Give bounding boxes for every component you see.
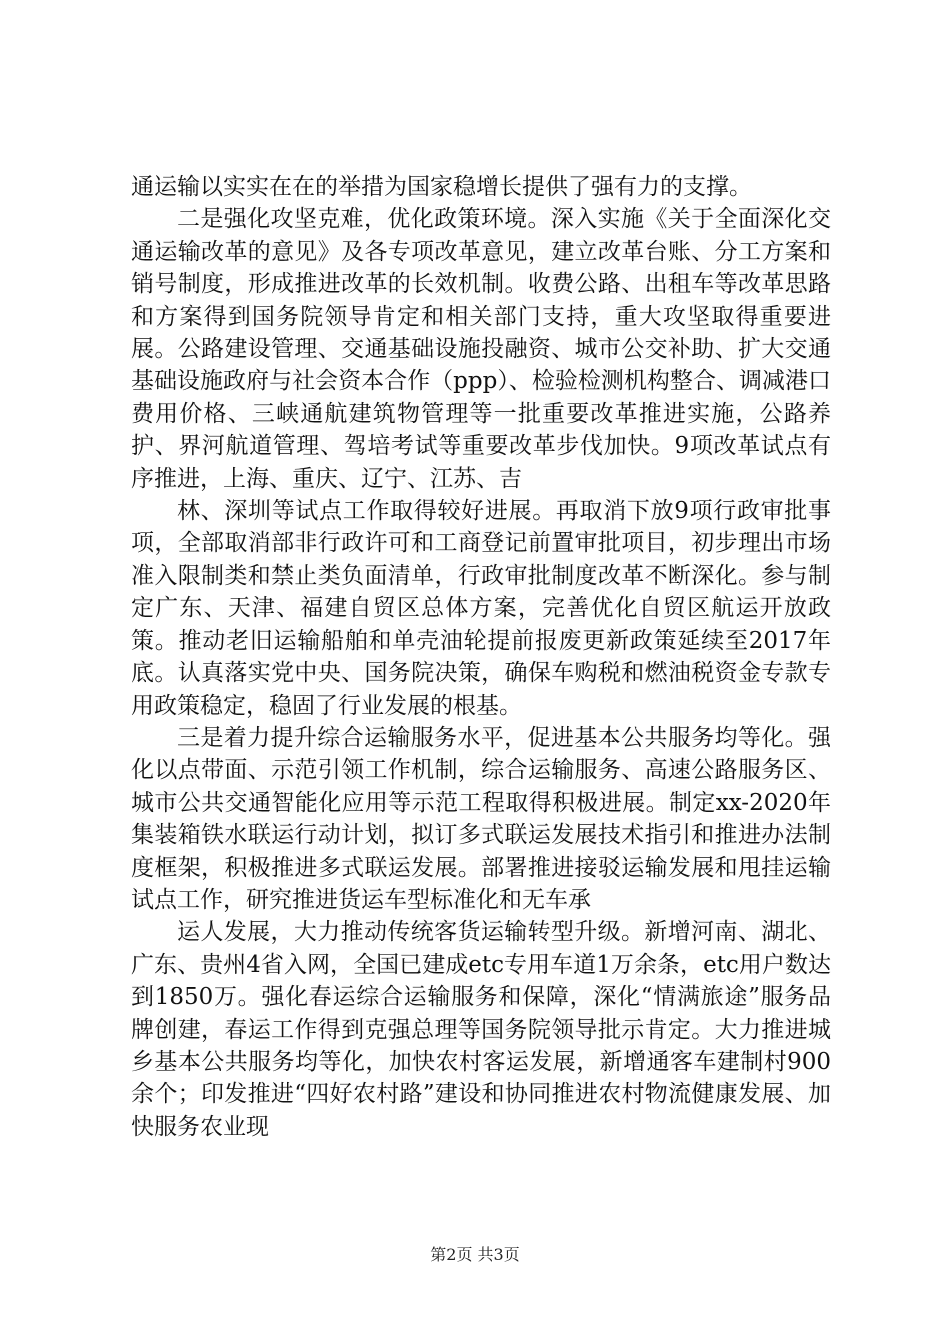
paragraph-pilot-progress: 林、深圳等试点工作取得较好进展。再取消下放9项行政审批事项，全部取消部非行政许可和工商登记前置审批项目，初步理出市场准入限制类和禁止类负面清单，行政审批制度改革不断深化。参与制定广东、天津、福建自贸区总体方案，完善优化自贸区航运开放政策。推动老旧运输船舶和单壳油轮提前报废更新政策延续至2017年底。认真落实党中央、国务院决策，确保车购税和燃油税资金专款专用政策稳定，稳固了行业发展的根基。	[131, 498, 831, 719]
paragraph-passenger-freight: 运人发展，大力推动传统客货运输转型升级。新增河南、湖北、广东、贵州4省入网，全国已建成etc专用车道1万余条，etc用户数达到1850万。强化春运综合运输服务和保障，深化“情满旅途”服务品牌创建，春运工作得到克强总理等国务院领导批示肯定。大力推进城乡基本公共服务均等化，加快农村客运发展，新增通客车建制村900余个；印发推进“四好农村路”建设和协同推进农村物流健康发展、加快服务农业现	[131, 919, 831, 1140]
paragraph-continuation: 通运输以实实在在的举措为国家稳增长提供了强有力的支撑。	[131, 174, 752, 200]
paragraph-reform: 二是强化攻坚克难，优化政策环境。深入实施《关于全面深化交通运输改革的意见》及各专项改革意见，建立改革台账、分工方案和销号制度，形成推进改革的长效机制。收费公路、出租车等改革思路和方案得到国务院领导肯定和相关部门支持，重大攻坚取得重要进展。公路建设管理、交通基础设施投融资、城市公交补助、扩大交通基础设施政府与社会资本合作（ppp）、检验检测机构整合、调减港口费用价格、三峡通航建筑物管理等一批重要改革推进实施，公路养护、界河航道管理、驾培考试等重要改革步伐加快。9项改革试点有序推进，上海、重庆、辽宁、江苏、吉	[131, 206, 831, 492]
paragraph-transport-service: 三是着力提升综合运输服务水平，促进基本公共服务均等化。强化以点带面、示范引领工作机制，综合运输服务、高速公路服务区、城市公共交通智能化应用等示范工程取得积极进展。制定xx-2020年集装箱铁水联运行动计划，拟订多式联运发展技术指引和推进办法制度框架，积极推进多式联运发展。部署推进接驳运输发展和甩挂运输试点工作，研究推进货运车型标准化和无车承	[131, 724, 831, 913]
page-number-footer: 第2页 共3页	[430, 1245, 520, 1264]
document-body	[131, 171, 831, 1143]
